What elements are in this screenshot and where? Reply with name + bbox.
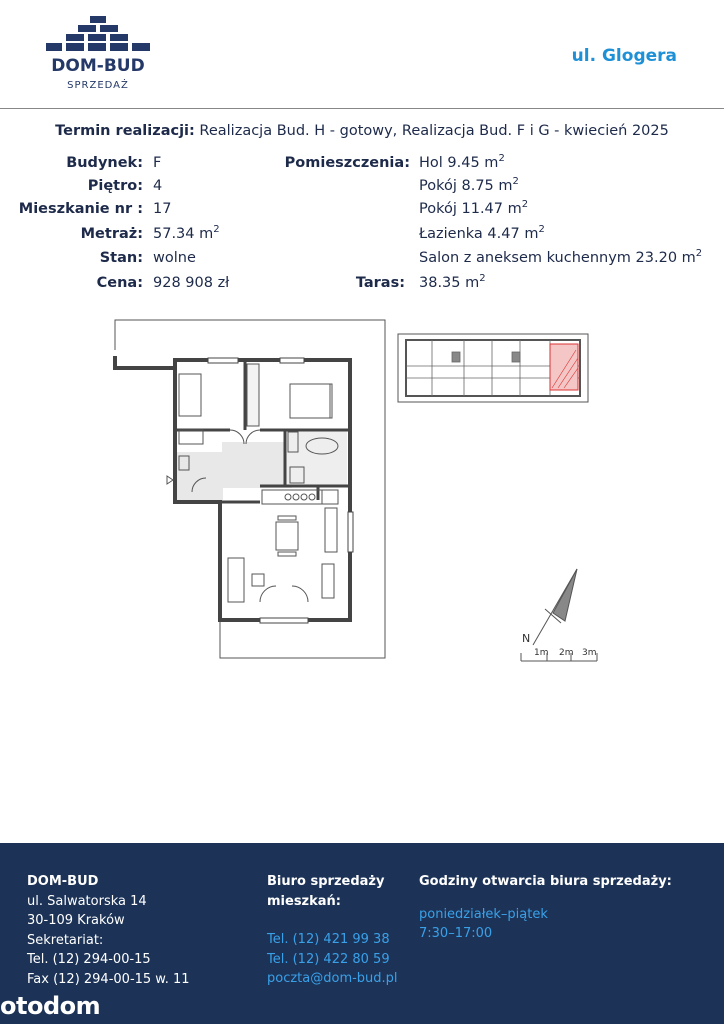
hours-time: 7:30–17:00: [419, 926, 493, 942]
room-item: [419, 201, 528, 217]
room-unit-sup: 2: [538, 224, 545, 235]
kitchen-counter-side: [325, 508, 337, 552]
bed-small: [179, 374, 201, 416]
scale-label-3: 3m: [582, 648, 597, 658]
footer-company-block: [27, 872, 190, 990]
north-label: N: [522, 632, 531, 645]
apartment-number-label: Mieszkanie nr :: [18, 201, 143, 217]
room-item: [419, 250, 702, 266]
terrace-unit-sup: 2: [479, 273, 486, 284]
room-unit-sup: 2: [695, 248, 703, 259]
room-name: Hol 9.45 m: [419, 155, 499, 171]
building-label: Budynek:: [66, 155, 143, 171]
hall-floor: [222, 442, 292, 488]
room-name: Pokój 11.47 m: [419, 201, 522, 217]
hall-floor-ext: [177, 452, 223, 500]
company-logo: [44, 16, 152, 92]
north-arrow-icon: [553, 569, 577, 621]
sales-phone-link[interactable]: Tel. (12) 422 80 59: [267, 951, 390, 967]
footer-address-line: Fax (12) 294-00-15 w. 11: [27, 971, 190, 987]
sales-email-link[interactable]: poczta@dom-bud.pl: [267, 971, 398, 987]
footer-address-line: 30-109 Kraków: [27, 913, 125, 929]
wardrobe: [247, 364, 259, 426]
kitchen-counter: [262, 490, 322, 504]
building-value: F: [153, 155, 162, 171]
price-value: 928 908 zł: [153, 275, 230, 291]
logo-subtitle: SPRZEDAŻ: [67, 80, 129, 91]
sales-title: Biuro sprzedaży: [267, 874, 385, 889]
header-divider: [0, 108, 724, 109]
room-name: Pokój 8.75 m: [419, 178, 513, 194]
footer-address-line: Tel. (12) 294-00-15: [27, 952, 151, 968]
sofa: [228, 558, 244, 602]
rooms-label: Pomieszczenia:: [284, 155, 410, 171]
room-name: Salon z aneksem kuchennym 23.20 m: [419, 250, 696, 266]
area-text: 57.34 m: [153, 226, 214, 242]
footer-sales-block: [267, 872, 398, 989]
terrace-value: [419, 275, 486, 291]
room-unit-sup: 2: [521, 199, 529, 210]
scale-label-2: 2m: [559, 648, 574, 658]
apartment-number-value: 17: [153, 201, 172, 217]
room-unit-sup: 2: [512, 176, 519, 187]
footer-address-line: Sekretariat:: [27, 932, 104, 948]
status-label: Stan:: [99, 250, 143, 266]
otodom-watermark: otodom: [0, 992, 101, 1020]
scale-label-1: 1m: [534, 648, 549, 658]
street-name: ul. Glogera: [571, 46, 677, 66]
status-value: wolne: [153, 250, 196, 266]
dining-table: [276, 522, 298, 550]
sales-phone-link[interactable]: Tel. (12) 421 99 38: [267, 932, 390, 948]
sales-title-2: mieszkań:: [267, 893, 341, 909]
bed-large: [290, 384, 332, 418]
room-item: [419, 155, 505, 171]
footer: [0, 843, 724, 1024]
hours-title: Godziny otwarcia biura sprzedaży:: [419, 874, 672, 889]
highlighted-apartment: [550, 344, 578, 390]
term-label: Termin realizacji:: [55, 123, 195, 139]
hours-days: poniedziałek–piątek: [419, 906, 548, 922]
footer-company-name: DOM-BUD: [27, 874, 99, 889]
building-key-plan: [392, 330, 594, 406]
floor-label: Piętro:: [87, 178, 143, 194]
terrace-text: 38.35 m: [419, 275, 480, 291]
area-label: Metraż:: [80, 226, 143, 242]
entrance-marker-icon: [167, 476, 173, 484]
logo-title: DOM-BUD: [51, 56, 145, 76]
room-unit-sup: 2: [498, 153, 505, 164]
floor-value: 4: [153, 178, 163, 194]
floor-plan: [100, 312, 400, 672]
room-name: Łazienka 4.47 m: [419, 226, 539, 242]
footer-address-line: ul. Salwatorska 14: [27, 893, 147, 909]
completion-term: [0, 123, 724, 139]
area-unit-sup: 2: [213, 224, 220, 235]
footer-hours-block: [419, 872, 672, 944]
price-label: Cena:: [96, 275, 143, 291]
terrace-label: Taras:: [355, 275, 405, 291]
logo-bricks-icon: [44, 16, 152, 56]
room-item: [419, 226, 545, 242]
term-value: Realizacja Bud. H - gotowy, Realizacja Bud. F i G - kwiecień 2025: [199, 123, 669, 139]
area-value: [153, 226, 220, 242]
room-item: [419, 178, 519, 194]
